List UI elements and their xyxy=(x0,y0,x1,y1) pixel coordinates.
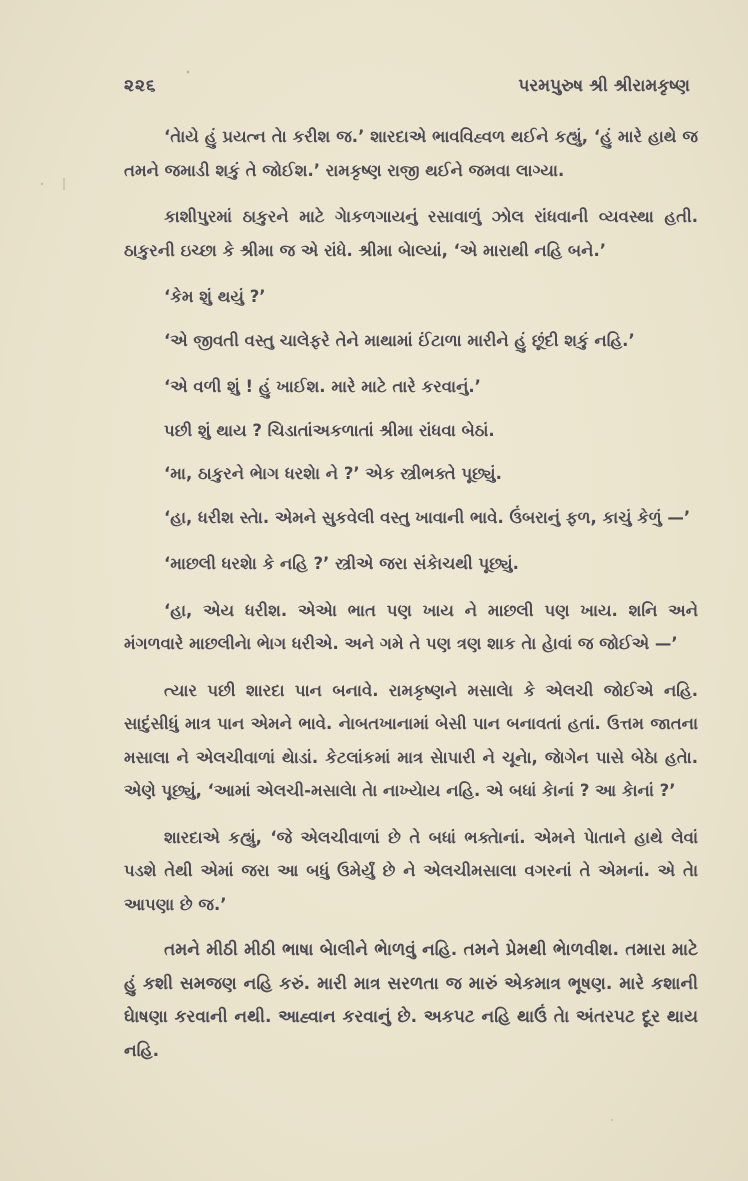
paragraph: ‘માછલી ધરશેા કે નહિ ?’ સ્ત્રીએ જરા સંકેાચથી પૂછ્યું. xyxy=(164,554,519,573)
paragraph: ‘એ વળી શું ! હું ખાઈશ. મારે માટે તારે કરવાનું.’ xyxy=(164,377,481,396)
page-number: ૨૨૬ xyxy=(124,76,157,96)
body-text xyxy=(124,120,698,1081)
paragraph: ત્યાર પછી શારદા પાન બનાવે. રામકૃષ્ણને મસાલેા કે એલચી જોઈએ નહિ. સાદુંસીધું માત્ર પાન એમને ભાવે. નેાબતખાનામાં બેસી પાન બનાવતાં હતાં. ઉત્તમ જાતના મસાલા ને એલચીવાળાં થેાડાં. કેટલાંકમાં માત્ર સેાપારી ને ચૂનેા, જેાગેન પાસે બેઠેા હતેા. એણે પૂછ્યું, ‘આમાં એલચી-મસાલેા તેા નાખ્યેાય નહિ. એ બધાં કેાનાં ? આ કેાનાં ?’ xyxy=(124,680,698,800)
paragraph: ‘હા, એય ધરીશ. એએા ભાત પણ ખાય ને માછલી પણ ખાય. શનિ અને મંગળવારે માછલીનેા ભેાગ ધરીએ. અને ગમે તે પણ ત્રણ શાક તેા હેાવાં જ જોઈએ —’ xyxy=(124,600,698,653)
running-title: પરમપુરુષ શ્રી શ્રીરામકૃષ્ણ xyxy=(518,76,690,96)
paragraph: ‘એ જીવતી વસ્તુ ચાલેફરે તેને માથામાં ઈંટાળા મારીને હું છૂંદી શકું નહિ.’ xyxy=(164,330,635,350)
page-header xyxy=(124,76,690,102)
paragraph: તમને મીઠી મીઠી ભાષા બેાલીને ભેાળવું નહિ. તમને પ્રેમથી ભેાળવીશ. તમારા માટે હું કશી સમજણ નહિ કરું. મારી માત્ર સરળતા જ મારું એકમાત્ર ભૂષણ. મારે કશાની ઘેાષણા કરવાની નથી. આહ્વાન કરવાનું છે. અકપટ નહિ થાઉં તેા અંતરપટ દૂર થાય નહિ. xyxy=(124,940,698,1061)
paragraph: ‘હા, ધરીશ સ્તેા. એમને સુકવેલી વસ્તુ ખાવાની ભાવે. ઉંબરાનું ફળ, કાચું કેળું —’ xyxy=(164,507,691,527)
paragraph: પછી શું થાય ? ચિડાતાંઅકળાતાં શ્રીમા રાંધવા બેઠાં. xyxy=(164,420,495,440)
paragraph: ‘તેાયે હું પ્રયત્ન તેા કરીશ જ.’ શારદાએ ભાવવિહ્વળ થઈને કહ્યું, ‘હું મારે હાથે જ તમને જમાડી શકું તે જોઈશ.’ રામકૃષ્ણ રાજી થઈને જમવા લાગ્યા. xyxy=(124,127,698,180)
paragraph: ‘મા, ઠાકુરને ભેાગ ધરશેા ને ?’ એક સ્ત્રીભક્તે પૂછ્યું. xyxy=(164,464,502,483)
paragraph: કાશીપુરમાં ઠાકુરને માટે ગેાકળગાયનું રસાવાળું ઝોલ રાંધવાની વ્યવસ્થા હતી. ઠાકુરની ઇચ્છા કે શ્રીમા જ એ રાંધે. શ્રીમા બેાલ્યાં, ‘એ મારાથી નહિ બને.’ xyxy=(124,207,698,260)
paragraph: ‘કેમ શું થયું ?’ xyxy=(164,287,266,306)
paragraph: શારદાએ કહ્યું, ‘જે એલચીવાળાં છે તે બધાં ભક્તેાનાં. એમને પેાતાને હાથે લેવાં પડશે તેથી એમાં જરા આ બધું ઉમેર્યું છે ને એલચીમસાલા વગરનાં તે એમનાં. એ તેા આપણા છે જ.’ xyxy=(124,827,698,914)
